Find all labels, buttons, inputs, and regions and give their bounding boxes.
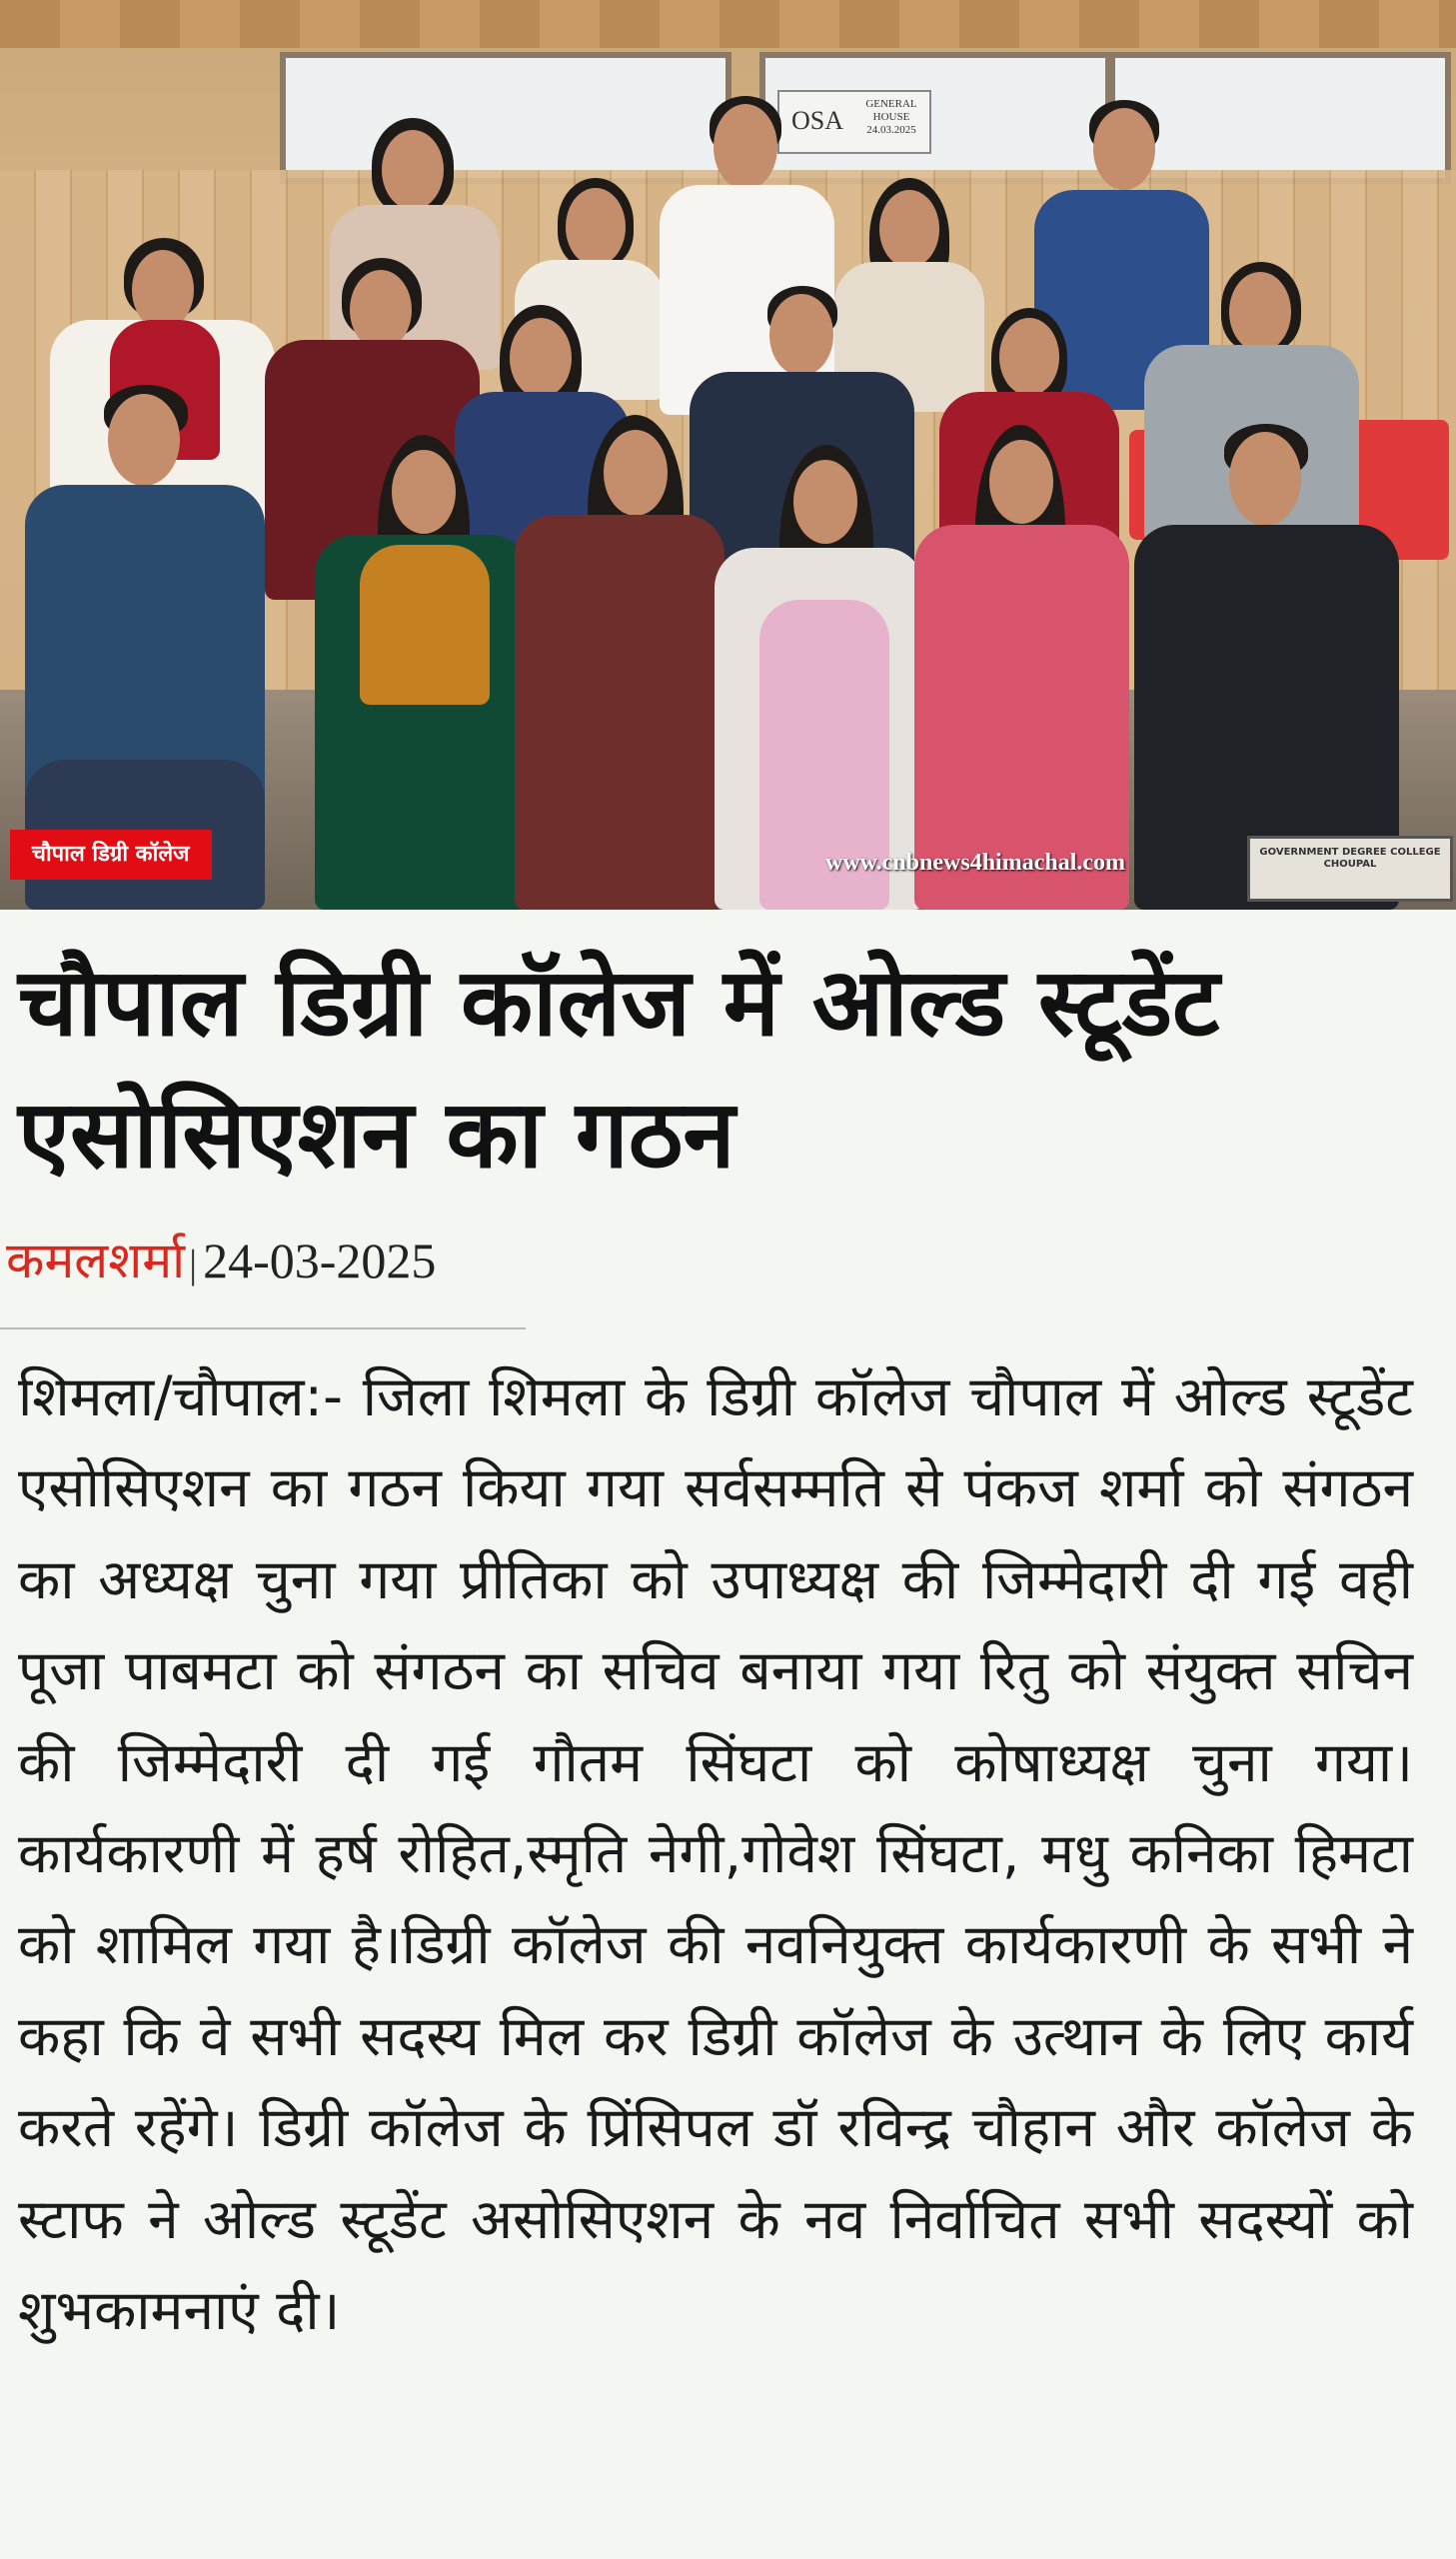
college-board-text: GOVERNMENT DEGREE COLLEGE CHOUPAL xyxy=(1259,847,1441,870)
banner-main-text: OSA xyxy=(791,106,844,135)
category-tag[interactable]: चौपाल डिग्री कॉलेज xyxy=(10,830,212,880)
site-watermark: www.cnbnews4himachal.com xyxy=(825,850,1126,876)
divider xyxy=(0,1327,526,1329)
group-photo xyxy=(0,0,1456,910)
photo-roof xyxy=(0,0,1456,48)
banner-sub-line: GENERAL xyxy=(865,98,917,110)
photo-window xyxy=(280,52,731,184)
publish-date: 24-03-2025 xyxy=(203,1233,437,1288)
photo-window xyxy=(1109,52,1451,184)
byline-separator: | xyxy=(189,1242,198,1286)
banner-sub-text xyxy=(859,98,923,137)
author-link[interactable]: कमलशर्मा xyxy=(6,1232,186,1289)
banner-sub-line: HOUSE xyxy=(872,111,910,123)
byline xyxy=(6,1225,436,1304)
college-board xyxy=(1247,836,1453,902)
banner-sub-line: 24.03.2025 xyxy=(866,124,916,136)
osa-banner xyxy=(777,90,931,154)
article-headline: चौपाल डिग्री कॉलेज में ओल्ड स्टूडेंट एसोसिएशन का गठन xyxy=(18,949,1220,1190)
article-body: शिमला/चौपाल:- जिला शिमला के डिग्री कॉलेज चौपाल में ओल्ड स्टूडेंट एसोसिएशन का गठन किया गया सर्वसम्मति से पंकज शर्मा को संगठन का अध्यक्ष चुना गया प्रीतिका को उपाध्यक्ष की जिम्मेदारी दी गई वही पूजा पाबमटा को संगठन का सचिव बनाया गया रितु को संयुक्त सचिन की जिम्मेदारी दी गई गौतम सिंघटा को कोषाध्यक्ष चुना गया। कार्यकारणी में हर्ष रोहित,स्मृति नेगी,गोवेश सिंघटा, मधु कनिका हिमटा को शामिल गया है।डिग्री कॉलेज की नवनियुक्त कार्यकारणी के सभी ने कहा कि वे सभी सदस्य मिल कर डिग्री कॉलेज के उत्थान के लिए कार्य करते रहेंगे। डिग्री कॉलेज के प्रिंसिपल डॉ रविन्द्र चौहान और कॉलेज के स्टाफ ने ओल्ड स्टूडेंट असोसिएशन के नव निर्वाचित सभी सदस्यों को शुभकामनाएं दी। xyxy=(18,1364,1413,2343)
